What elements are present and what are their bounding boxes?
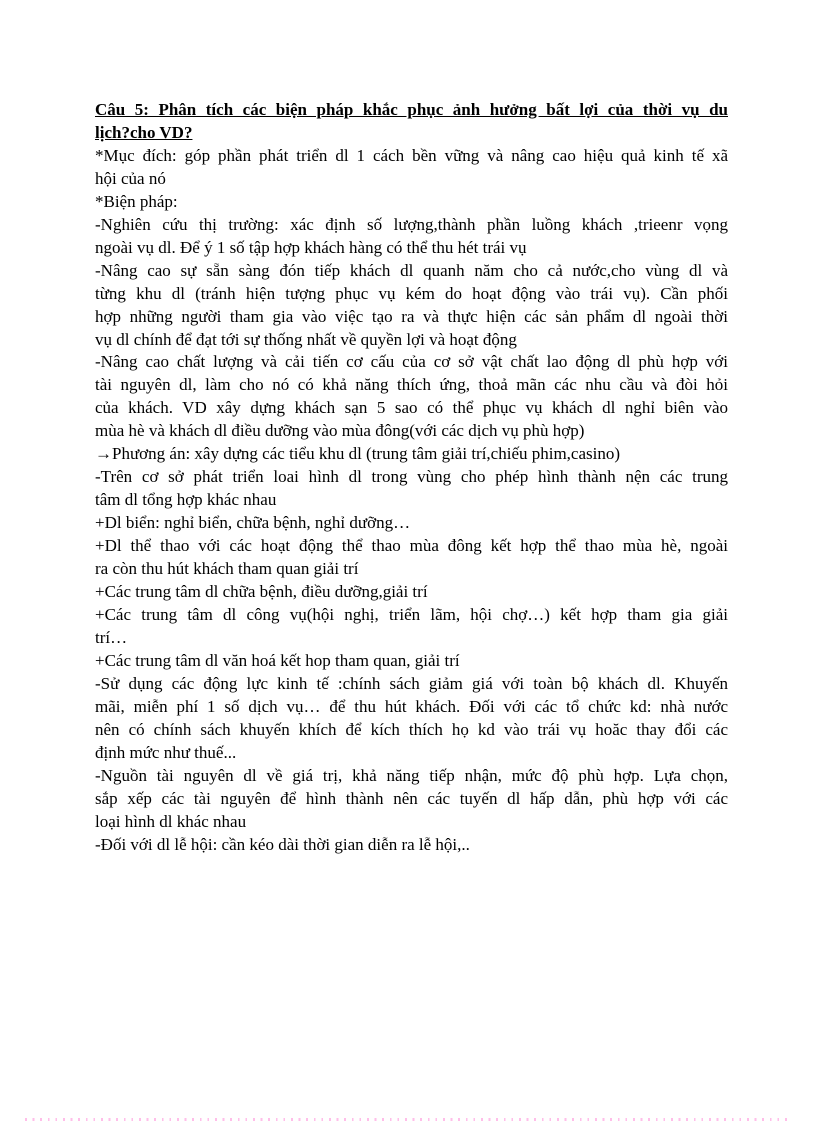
paragraph [95,834,728,857]
text-line: mãi, miễn phí 1 số dịch vụ… để thu hút khách. Đối với các tổ chức kd: nhà nước [95,696,728,716]
paragraph [95,214,728,260]
text-line: tâm dl tổng hợp khác nhau [95,490,277,510]
text-line: sắp xếp các tài nguyên để hình thành nên các tuyến dl hấp dẫn, phù hợp với các [95,788,728,808]
text-line: trí… [95,627,128,647]
paragraph [95,604,728,650]
text-line: -Nâng cao chất lượng và cải tiến cơ cấu của cơ sở vật chất lao động dl phù hợp với [95,352,728,372]
text-line: Câu 5: Phân tích các biện pháp khắc phục ảnh hưởng bất lợi của thời vụ du [95,100,728,119]
text-line: -Nguồn tài nguyên dl về giá trị, khả năng tiếp nhận, mức độ phù hợp. Lựa chọn, [95,765,728,785]
text-line: mùa hè và khách dl điều dưỡng vào mùa đông(với các dịch vụ phù hợp) [95,421,585,441]
text-line: -Nâng cao sự sẵn sàng đón tiếp khách dl quanh năm cho cả nước,cho vùng dl và [95,260,728,280]
paragraph [95,535,728,581]
paragraph [95,260,728,352]
text-line: *Mục đích: góp phần phát triển dl 1 cách bền vững và nâng cao hiệu quả kinh tế xã [95,145,728,165]
paragraph [95,765,728,834]
text-line: →Phương án: xây dựng các tiểu khu dl (trung tâm giải trí,chiếu phim,casino) [95,444,621,464]
footer-dotted-divider [25,1118,791,1121]
text-line: *Biện pháp: [95,191,178,211]
paragraph [95,673,728,765]
text-line: từng khu dl (tránh hiện tượng phục vụ kém do hoạt động vào trái vụ). Cần phối [95,283,728,303]
paragraph [95,145,728,191]
text-line: vụ dl chính để đạt tới sự thống nhất về quyền lợi và hoạt động [95,329,517,349]
text-line: +Các trung tâm dl chữa bệnh, điều dưỡng,giải trí [95,582,428,602]
text-line: ra còn thu hút khách tham quan giải trí [95,559,359,579]
text-line: tài nguyên dl, làm cho nó có khả năng thích ứng, thoả mãn các nhu cầu và đòi hỏi [95,375,728,395]
text-line: ngoài vụ dl. Để ý 1 số tập hợp khách hàng có thể thu hét trái vụ [95,237,527,257]
paragraph [95,512,728,535]
text-line: của khách. VD xây dựng khách sạn 5 sao có thể phục vụ khách dl nghỉ biên vào [95,398,728,418]
text-line: -Sử dụng các động lực kinh tế :chính sách giảm giá với toàn bộ khách dl. Khuyến [95,673,728,693]
text-line: -Nghiên cứu thị trường: xác định số lượng,thành phần luồng khách ,trieenr vọng [95,214,728,234]
paragraph [95,191,728,214]
paragraph [95,351,728,443]
text-line: nên có chính sách khuyến khích để kích thích họ kd vào trái vụ hoăc thay đổi các [95,719,728,739]
text-line: +Dl biển: nghỉ biển, chữa bệnh, nghỉ dưỡng… [95,513,411,533]
text-line: hội của nó [95,168,166,188]
text-line: +Dl thể thao với các hoạt động thể thao mùa đông kết hợp thể thao mùa hè, ngoài [95,536,728,556]
paragraph [95,466,728,512]
document-body [95,99,728,856]
text-line: lịch?cho VD? [95,122,193,142]
paragraph [95,650,728,673]
text-line: +Các trung tâm dl văn hoá kết hop tham quan, giải trí [95,650,460,670]
paragraph [95,443,728,466]
text-line: hợp những người tham gia vào việc tạo ra và thực hiện các sản phẩm dl ngoài thời [95,306,728,326]
text-line: -Trên cơ sở phát triển loai hình dl trong vùng cho phép hình thành nện các trung [95,467,728,487]
question-heading [95,99,728,145]
text-line: loại hình dl khác nhau [95,811,247,831]
paragraph [95,581,728,604]
text-line: -Đối với dl lễ hội: cần kéo dài thời gian diễn ra lễ hội,.. [95,834,470,854]
text-line: định mức như thuế... [95,742,237,762]
text-line: +Các trung tâm dl công vụ(hội nghị, triển lãm, hội chợ…) kết hợp tham gia giải [95,604,728,624]
